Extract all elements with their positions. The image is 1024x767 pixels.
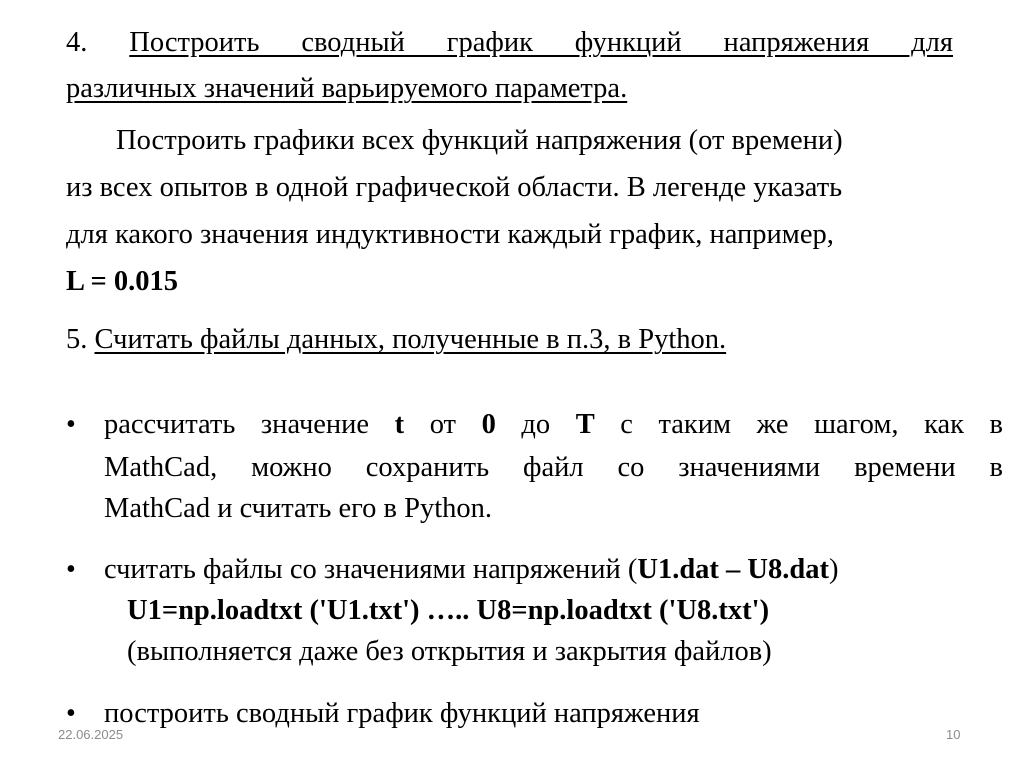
section5-heading — [66, 323, 726, 357]
bullet-2-code: U1=np.loadtxt ('U1.txt') ….. U8=np.loadtxt ('U8.txt') — [127, 595, 770, 626]
bullet-1-line2 — [104, 451, 1003, 485]
bullet-1-line3: MathCad и считать его в Python. — [104, 493, 493, 524]
para1-line3: для какого значения индуктивности каждый график, например, — [66, 219, 834, 250]
bullet-1-line2-text: MathCad, можно сохранить файл со значениями времени в — [104, 452, 1003, 483]
bullet-2-files: U1.dat – U8.dat — [637, 554, 829, 585]
bullet-1-text-a: рассчитать значение — [104, 409, 395, 440]
bullet-2-line1 — [104, 553, 838, 587]
bullet-2-note: (выполняется даже без открытия и закрытия файлов) — [127, 636, 772, 667]
bullet-2-text-b: ) — [828, 554, 839, 585]
bullet-2-marker: • — [66, 554, 76, 585]
bullet-1-var-t: t — [394, 409, 405, 440]
para1-line4: L = 0.015 — [66, 266, 179, 297]
bullet-1-var-zero: 0 — [481, 409, 496, 440]
footer-date: 22.06.2025 — [58, 727, 124, 742]
section4-heading-line1 — [66, 26, 953, 60]
para1-line2: из всех опытов в одной графической области. В легенде указать — [66, 172, 843, 203]
bullet-2-text-a: считать файлы со значениями напряжений ( — [104, 554, 638, 585]
bullet-3-text: построить сводный график функций напряжения — [104, 698, 700, 729]
bullet-3-marker: • — [66, 698, 76, 729]
bullet-1-text-c: до — [495, 409, 576, 440]
bullet-1-line1 — [104, 408, 1003, 442]
section4-title-line2: различных значений варьируемого параметра. — [66, 73, 628, 104]
bullet-1-var-T: T — [575, 409, 595, 440]
bullet-1-text-b: от — [404, 409, 482, 440]
section4-title-line1: Построить сводный график функций напряжения для — [129, 27, 954, 58]
para1-line1: Построить графики всех функций напряжения (от времени) — [116, 125, 843, 156]
footer-page-number: 10 — [946, 727, 961, 742]
section5-title: Считать файлы данных, полученные в п.3, в Python. — [94, 324, 727, 355]
section5-number: 5. — [66, 324, 88, 355]
bullet-1-text-d: с таким же шагом, как в — [594, 409, 1003, 440]
bullet-1-marker: • — [66, 409, 76, 440]
section4-number: 4. — [66, 27, 88, 58]
